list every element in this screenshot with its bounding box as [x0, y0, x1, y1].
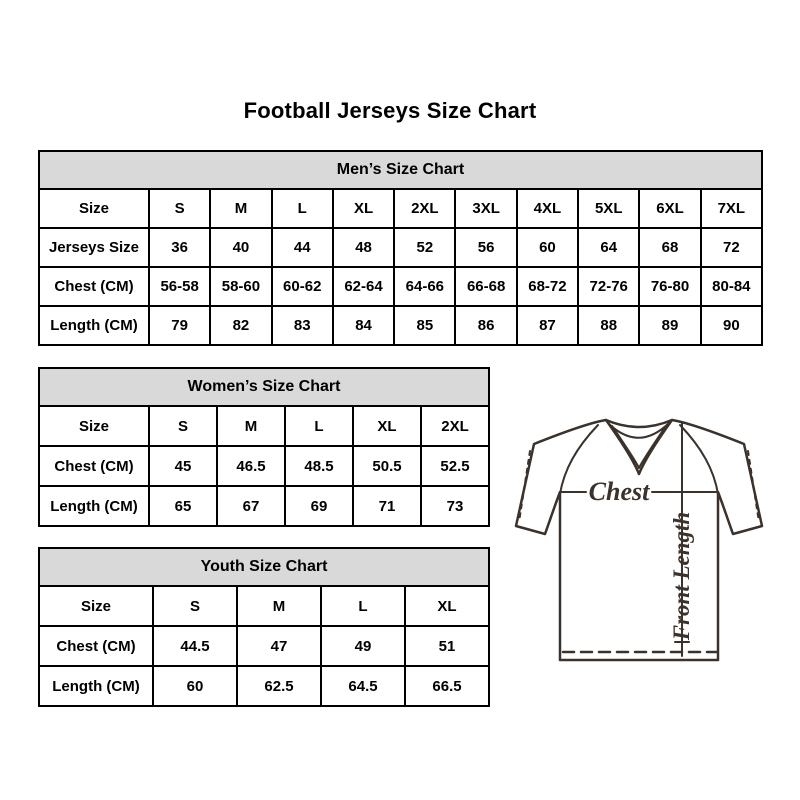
value-cell: 60	[517, 228, 578, 267]
value-cell: 68	[639, 228, 700, 267]
chest-label: Chest	[588, 477, 650, 506]
womens-size-table	[38, 367, 490, 527]
womens-table-title: Women’s Size Chart	[39, 368, 489, 406]
row-label-cell: Jerseys Size	[39, 228, 149, 267]
table-title-row	[39, 368, 489, 406]
collar-top-line	[606, 420, 672, 427]
table-row	[39, 666, 489, 706]
value-cell: 87	[517, 306, 578, 345]
table-row	[39, 446, 489, 486]
womens-table-body	[39, 406, 489, 526]
jersey-diagram-svg	[498, 398, 778, 688]
value-cell: 72-76	[578, 267, 639, 306]
value-cell: 3XL	[455, 189, 516, 228]
value-cell: 49	[321, 626, 405, 666]
row-label-cell: Size	[39, 189, 149, 228]
value-cell: 58-60	[210, 267, 271, 306]
value-cell: 40	[210, 228, 271, 267]
value-cell: 64-66	[394, 267, 455, 306]
value-cell: 51	[405, 626, 489, 666]
value-cell: S	[149, 406, 217, 446]
value-cell: 52.5	[421, 446, 489, 486]
value-cell: 83	[272, 306, 333, 345]
table-title-row	[39, 548, 489, 586]
value-cell: XL	[333, 189, 394, 228]
value-cell: 56	[455, 228, 516, 267]
youth-size-table	[38, 547, 490, 707]
jersey-measurement-diagram	[498, 398, 778, 688]
jersey-outline	[516, 420, 762, 660]
row-label-cell: Length (CM)	[39, 306, 149, 345]
table-row	[39, 406, 489, 446]
value-cell: 66-68	[455, 267, 516, 306]
value-cell: 2XL	[394, 189, 455, 228]
value-cell: 44	[272, 228, 333, 267]
youth-table-body	[39, 586, 489, 706]
value-cell: 85	[394, 306, 455, 345]
front-length-label: Front Length	[669, 511, 694, 641]
value-cell: 86	[455, 306, 516, 345]
value-cell: 4XL	[517, 189, 578, 228]
value-cell: 82	[210, 306, 271, 345]
right-cuff-dashed-line	[748, 451, 759, 522]
value-cell: 67	[217, 486, 285, 526]
value-cell: 64	[578, 228, 639, 267]
value-cell: S	[149, 189, 210, 228]
value-cell: 60-62	[272, 267, 333, 306]
value-cell: 89	[639, 306, 700, 345]
row-label-cell: Chest (CM)	[39, 446, 149, 486]
value-cell: 66.5	[405, 666, 489, 706]
row-label-cell: Chest (CM)	[39, 626, 153, 666]
left-cuff-dashed-line	[519, 451, 530, 522]
table-row	[39, 189, 762, 228]
value-cell: L	[272, 189, 333, 228]
row-label-cell: Size	[39, 586, 153, 626]
table-title-row	[39, 151, 762, 189]
value-cell: 48	[333, 228, 394, 267]
value-cell: XL	[405, 586, 489, 626]
row-label-cell: Chest (CM)	[39, 267, 149, 306]
mens-size-table	[38, 150, 763, 346]
table-row	[39, 228, 762, 267]
value-cell: 65	[149, 486, 217, 526]
value-cell: XL	[353, 406, 421, 446]
row-label-cell: Length (CM)	[39, 666, 153, 706]
table-row	[39, 586, 489, 626]
value-cell: 52	[394, 228, 455, 267]
table-row	[39, 267, 762, 306]
value-cell: 73	[421, 486, 489, 526]
value-cell: S	[153, 586, 237, 626]
value-cell: 7XL	[701, 189, 762, 228]
value-cell: 44.5	[153, 626, 237, 666]
value-cell: 69	[285, 486, 353, 526]
right-sleeve-seam	[680, 425, 718, 494]
mens-table-title: Men’s Size Chart	[39, 151, 762, 189]
row-label-cell: Size	[39, 406, 149, 446]
value-cell: L	[321, 586, 405, 626]
value-cell: 36	[149, 228, 210, 267]
value-cell: 6XL	[639, 189, 700, 228]
mens-table-body	[39, 189, 762, 345]
value-cell: 88	[578, 306, 639, 345]
table-row	[39, 626, 489, 666]
value-cell: 5XL	[578, 189, 639, 228]
value-cell: 62-64	[333, 267, 394, 306]
page-title: Football Jerseys Size Chart	[243, 98, 537, 123]
value-cell: 2XL	[421, 406, 489, 446]
value-cell: 47	[237, 626, 321, 666]
value-cell: 80-84	[701, 267, 762, 306]
value-cell: 76-80	[639, 267, 700, 306]
row-label-cell: Length (CM)	[39, 486, 149, 526]
value-cell: 84	[333, 306, 394, 345]
table-row	[39, 486, 489, 526]
value-cell: 56-58	[149, 267, 210, 306]
value-cell: 48.5	[285, 446, 353, 486]
value-cell: 45	[149, 446, 217, 486]
value-cell: 50.5	[353, 446, 421, 486]
value-cell: M	[217, 406, 285, 446]
value-cell: 79	[149, 306, 210, 345]
value-cell: 71	[353, 486, 421, 526]
value-cell: 68-72	[517, 267, 578, 306]
value-cell: 46.5	[217, 446, 285, 486]
youth-table-title: Youth Size Chart	[39, 548, 489, 586]
value-cell: 64.5	[321, 666, 405, 706]
value-cell: 60	[153, 666, 237, 706]
value-cell: 62.5	[237, 666, 321, 706]
value-cell: L	[285, 406, 353, 446]
value-cell: 90	[701, 306, 762, 345]
value-cell: 72	[701, 228, 762, 267]
table-row	[39, 306, 762, 345]
value-cell: M	[210, 189, 271, 228]
value-cell: M	[237, 586, 321, 626]
